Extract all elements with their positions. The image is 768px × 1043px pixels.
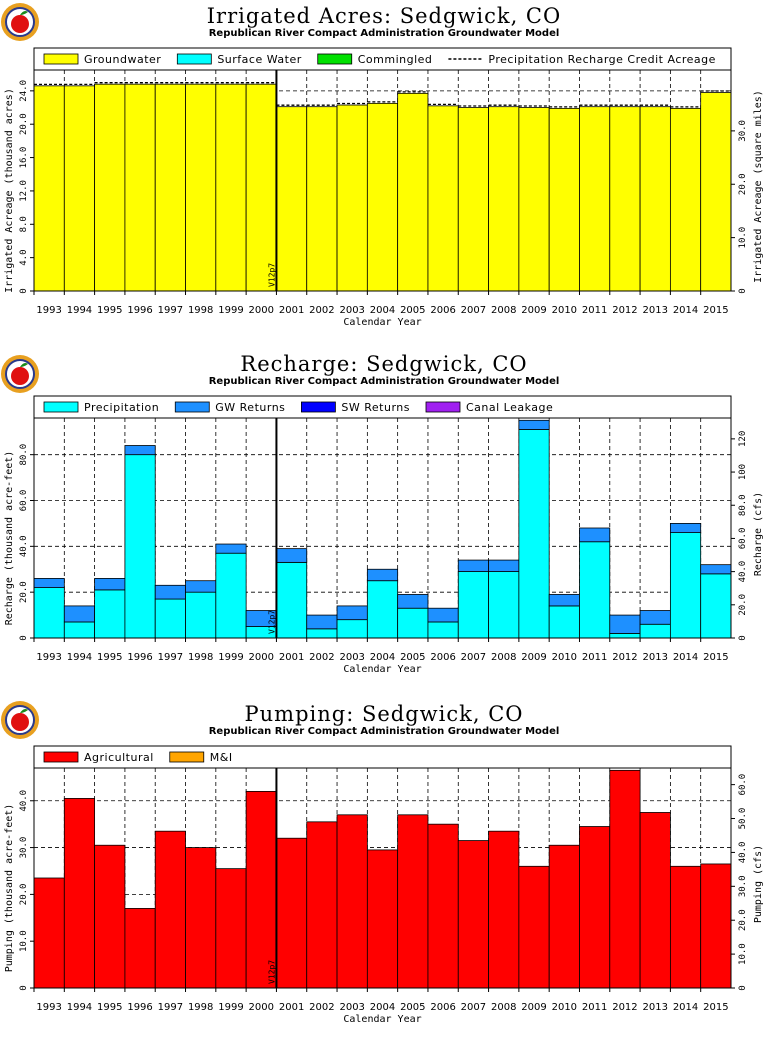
x-tick-label: 1993 [36, 305, 62, 316]
bar-gw-returns [549, 594, 579, 605]
x-tick-label: 2002 [309, 652, 335, 663]
legend-label: Commingled [357, 53, 433, 66]
y2-tick-label: 40.0 [738, 841, 748, 864]
x-tick-label: 2007 [460, 305, 487, 316]
bar-gw-returns [489, 560, 519, 571]
bar-precipitation [186, 592, 216, 638]
x-tick-label: 1998 [187, 652, 214, 663]
x-tick-label: 1996 [127, 1002, 153, 1013]
legend-swatch [301, 402, 335, 412]
y-tick-label: 30.0 [19, 836, 29, 859]
x-tick-label: 2011 [581, 305, 608, 316]
bar-agricultural [458, 841, 488, 988]
chart-panel-irrigated [0, 0, 768, 345]
bar-precipitation [670, 533, 700, 638]
bar-gw-returns [428, 608, 458, 622]
x-tick-label: 1997 [157, 305, 184, 316]
x-tick-label: 2015 [703, 305, 729, 316]
y-tick-label: 4.0 [19, 249, 29, 266]
y-tick-label: 10.0 [19, 930, 29, 953]
pumping-chart [0, 698, 768, 1043]
y-tick-label: 20.0 [19, 581, 29, 604]
y-tick-label: 12.0 [19, 180, 29, 202]
bar-groundwater [155, 84, 185, 291]
y-tick-label: 16.0 [19, 146, 29, 169]
bar-groundwater [276, 107, 306, 291]
bar-precipitation [367, 581, 397, 638]
y2-tick-label: 20.0 [738, 593, 748, 616]
legend-label: Groundwater [84, 53, 162, 66]
chart-title: Pumping: Sedgwick, CO [244, 702, 524, 726]
bar-groundwater [489, 107, 519, 291]
bar-precipitation [95, 590, 125, 638]
x-tick-label: 2006 [430, 652, 456, 663]
x-tick-label: 1994 [66, 305, 93, 316]
x-tick-label: 1995 [97, 652, 123, 663]
x-tick-label: 1997 [157, 1002, 184, 1013]
x-axis-label: Calendar Year [343, 317, 422, 328]
x-tick-label: 2003 [339, 1002, 365, 1013]
bar-precipitation [549, 606, 579, 638]
bar-groundwater [337, 105, 367, 291]
y2-tick-label: 40.0 [738, 560, 748, 583]
bar-gw-returns [367, 569, 397, 580]
bar-agricultural [95, 845, 125, 988]
bar-precipitation [155, 599, 185, 638]
x-tick-label: 2009 [521, 305, 547, 316]
y2-tick-label: 0 [738, 288, 748, 294]
bar-groundwater [519, 108, 549, 291]
bar-agricultural [34, 878, 64, 988]
bar-gw-returns [579, 528, 609, 542]
bar-gw-returns [155, 585, 185, 599]
legend-swatch [318, 54, 352, 64]
x-tick-label: 2010 [551, 652, 578, 663]
x-tick-label: 2012 [612, 305, 638, 316]
legend-label: SW Returns [341, 401, 410, 414]
x-tick-label: 2009 [521, 652, 547, 663]
y-tick-label: 40.0 [19, 535, 29, 558]
x-tick-label: 1994 [66, 1002, 93, 1013]
bar-precipitation [579, 542, 609, 638]
chart-panel-pumping [0, 698, 768, 1043]
x-tick-label: 2005 [400, 305, 426, 316]
y2-tick-label: 60.0 [738, 527, 748, 550]
x-tick-label: 1993 [36, 652, 62, 663]
bar-precipitation [610, 633, 640, 638]
chart-subtitle: Republican River Compact Administration Groundwater Model [208, 726, 560, 737]
x-tick-label: 2004 [369, 652, 396, 663]
legend-swatch [44, 402, 78, 412]
bar-groundwater [246, 84, 276, 291]
y2-tick-label: 100 [738, 463, 748, 481]
chart-title: Recharge: Sedgwick, CO [240, 352, 528, 376]
bar-agricultural [489, 831, 519, 988]
y2-tick-label: 80.0 [738, 494, 748, 517]
y2-tick-label: 30.0 [738, 875, 748, 898]
y-tick-label: 0 [19, 635, 29, 641]
legend-swatch [426, 402, 460, 412]
legend-label: Surface Water [217, 53, 302, 66]
bar-gw-returns [216, 544, 246, 553]
bar-precipitation [125, 455, 155, 638]
legend-swatch [177, 54, 211, 64]
bar-groundwater [428, 106, 458, 291]
x-axis-label: Calendar Year [343, 1014, 422, 1025]
x-tick-label: 1996 [127, 652, 153, 663]
bar-precipitation [489, 572, 519, 638]
x-tick-label: 2013 [642, 1002, 668, 1013]
bar-gw-returns [610, 615, 640, 633]
x-tick-label: 2003 [339, 305, 365, 316]
chart-title: Irrigated Acres: Sedgwick, CO [206, 4, 562, 28]
legend-swatch [44, 54, 78, 64]
x-tick-label: 2014 [672, 305, 699, 316]
recharge-chart [0, 348, 768, 693]
bar-agricultural [125, 908, 155, 988]
bar-groundwater [34, 86, 64, 291]
legend-swatch [175, 402, 209, 412]
x-tick-label: 2001 [278, 652, 305, 663]
x-tick-label: 2006 [430, 305, 456, 316]
bar-agricultural [276, 838, 306, 988]
bar-groundwater [670, 108, 700, 291]
chart-subtitle: Republican River Compact Administration Groundwater Model [208, 28, 560, 39]
bar-precipitation [458, 572, 488, 638]
bar-agricultural [701, 864, 731, 988]
bar-groundwater [701, 93, 731, 291]
y2-tick-label: 10.0 [738, 943, 748, 965]
y2-tick-label: 50.0 [738, 807, 748, 830]
legend-label: Agricultural [84, 751, 154, 764]
x-tick-label: 2012 [612, 652, 638, 663]
bar-agricultural [610, 770, 640, 988]
bar-agricultural [216, 869, 246, 988]
bar-agricultural [367, 850, 397, 988]
bar-agricultural [579, 827, 609, 988]
x-tick-label: 1996 [127, 305, 153, 316]
bar-agricultural [670, 866, 700, 988]
bar-groundwater [367, 103, 397, 291]
y2-axis-label: Irrigated Acreage (square miles) [753, 90, 764, 283]
x-tick-label: 2003 [339, 652, 365, 663]
y-tick-label: 40.0 [19, 789, 29, 812]
x-tick-label: 2010 [551, 305, 578, 316]
x-tick-label: 2005 [400, 1002, 426, 1013]
x-tick-label: 2008 [490, 305, 517, 316]
bar-groundwater [458, 108, 488, 291]
y-axis-label: Recharge (thousand acre-feet) [4, 450, 15, 626]
bar-gw-returns [398, 594, 428, 608]
bar-gw-returns [519, 420, 549, 429]
bar-agricultural [549, 845, 579, 988]
bar-gw-returns [640, 611, 670, 625]
bar-gw-returns [125, 446, 155, 455]
x-tick-label: 1993 [36, 1002, 62, 1013]
y-axis-label: Pumping (thousand acre-feet) [4, 803, 15, 973]
bar-agricultural [186, 848, 216, 988]
x-tick-label: 2001 [278, 1002, 305, 1013]
bar-groundwater [216, 84, 246, 291]
x-tick-label: 2000 [248, 305, 275, 316]
y2-axis-label: Recharge (cfs) [753, 491, 764, 577]
legend-label: M&I [209, 751, 233, 764]
version-marker-label: V12p7 [267, 959, 277, 984]
bar-precipitation [428, 622, 458, 638]
legend-label: GW Returns [215, 401, 286, 414]
bar-gw-returns [337, 606, 367, 620]
x-tick-label: 2011 [581, 1002, 608, 1013]
y2-tick-label: 10.0 [738, 226, 748, 249]
x-tick-label: 2013 [642, 652, 668, 663]
x-tick-label: 2000 [248, 1002, 275, 1013]
bar-agricultural [155, 831, 185, 988]
bar-groundwater [307, 107, 337, 291]
bar-groundwater [640, 107, 670, 291]
bar-precipitation [276, 562, 306, 638]
bar-gw-returns [458, 560, 488, 571]
y2-tick-label: 30.0 [738, 120, 748, 142]
bar-precipitation [307, 629, 337, 638]
x-tick-label: 2006 [430, 1002, 456, 1013]
y2-axis-label: Pumping (cfs) [753, 844, 764, 924]
y-tick-label: 0 [19, 288, 29, 294]
bar-precipitation [34, 588, 64, 638]
bar-precipitation [216, 553, 246, 638]
x-tick-label: 1995 [97, 305, 123, 316]
bar-groundwater [398, 93, 428, 291]
bar-groundwater [186, 84, 216, 291]
bar-agricultural [246, 791, 276, 988]
bar-precipitation [701, 574, 731, 638]
x-tick-label: 1998 [187, 1002, 214, 1013]
y-tick-label: 8.0 [19, 216, 29, 233]
x-tick-label: 2004 [369, 305, 396, 316]
y-tick-label: 20.0 [19, 113, 29, 136]
bar-gw-returns [307, 615, 337, 629]
x-tick-label: 2007 [460, 1002, 487, 1013]
x-tick-label: 2015 [703, 652, 729, 663]
bar-gw-returns [276, 549, 306, 563]
bar-precipitation [519, 429, 549, 638]
x-tick-label: 1994 [66, 652, 93, 663]
y-tick-label: 24.0 [19, 80, 29, 102]
x-tick-label: 2015 [703, 1002, 729, 1013]
bar-agricultural [337, 815, 367, 988]
x-tick-label: 1995 [97, 1002, 123, 1013]
bar-agricultural [640, 812, 670, 988]
x-tick-label: 2005 [400, 652, 426, 663]
version-marker-label: V12p7 [267, 262, 277, 287]
x-tick-label: 2001 [278, 305, 305, 316]
bar-groundwater [610, 107, 640, 291]
bar-gw-returns [95, 578, 125, 589]
x-tick-label: 2008 [490, 1002, 517, 1013]
x-tick-label: 1999 [218, 652, 244, 663]
x-tick-label: 2014 [672, 652, 699, 663]
x-tick-label: 1998 [187, 305, 214, 316]
bar-gw-returns [64, 606, 94, 622]
bar-gw-returns [186, 581, 216, 592]
bar-groundwater [549, 108, 579, 291]
x-tick-label: 2009 [521, 1002, 547, 1013]
bar-gw-returns [34, 578, 64, 587]
bar-agricultural [398, 815, 428, 988]
bar-agricultural [428, 824, 458, 988]
y-tick-label: 20.0 [19, 883, 29, 906]
legend-label: Precipitation Recharge Credit Acreage [488, 53, 716, 66]
legend-swatch [44, 752, 78, 762]
x-tick-label: 2010 [551, 1002, 578, 1013]
legend-label: Precipitation [84, 401, 160, 414]
y2-tick-label: 20.0 [738, 909, 748, 932]
bar-agricultural [64, 798, 94, 988]
y2-tick-label: 60.0 [738, 773, 748, 796]
legend-label: Canal Leakage [466, 401, 554, 414]
bar-precipitation [398, 608, 428, 638]
x-tick-label: 1999 [218, 1002, 244, 1013]
y2-tick-label: 0 [738, 985, 748, 991]
chart-subtitle: Republican River Compact Administration Groundwater Model [208, 376, 560, 387]
irrigated-chart [0, 0, 768, 345]
chart-panel-recharge [0, 348, 768, 693]
x-tick-label: 1997 [157, 652, 184, 663]
legend-swatch [170, 752, 204, 762]
x-tick-label: 2014 [672, 1002, 699, 1013]
x-tick-label: 1999 [218, 305, 244, 316]
bar-gw-returns [670, 523, 700, 532]
x-tick-label: 2007 [460, 652, 487, 663]
bar-groundwater [125, 84, 155, 291]
x-tick-label: 2011 [581, 652, 608, 663]
bar-groundwater [64, 86, 94, 291]
bar-groundwater [95, 84, 125, 291]
x-tick-label: 2000 [248, 652, 275, 663]
x-tick-label: 2013 [642, 305, 668, 316]
x-axis-label: Calendar Year [343, 664, 422, 675]
y2-tick-label: 20.0 [738, 173, 748, 196]
y2-tick-label: 0 [738, 635, 748, 641]
x-tick-label: 2012 [612, 1002, 638, 1013]
y-tick-label: 60.0 [19, 489, 29, 512]
bar-groundwater [579, 107, 609, 291]
x-tick-label: 2002 [309, 305, 335, 316]
bar-agricultural [519, 866, 549, 988]
bar-precipitation [64, 622, 94, 638]
y2-tick-label: 120 [738, 430, 748, 448]
y-axis-label: Irrigated Acreage (thousand acres) [4, 88, 15, 293]
x-tick-label: 2004 [369, 1002, 396, 1013]
bar-gw-returns [701, 565, 731, 574]
bar-precipitation [640, 624, 670, 638]
y-tick-label: 80.0 [19, 443, 29, 466]
x-tick-label: 2008 [490, 652, 517, 663]
version-marker-label: V12p7 [267, 609, 277, 634]
bar-agricultural [307, 822, 337, 988]
x-tick-label: 2002 [309, 1002, 335, 1013]
bar-precipitation [337, 620, 367, 638]
y-tick-label: 0 [19, 985, 29, 991]
